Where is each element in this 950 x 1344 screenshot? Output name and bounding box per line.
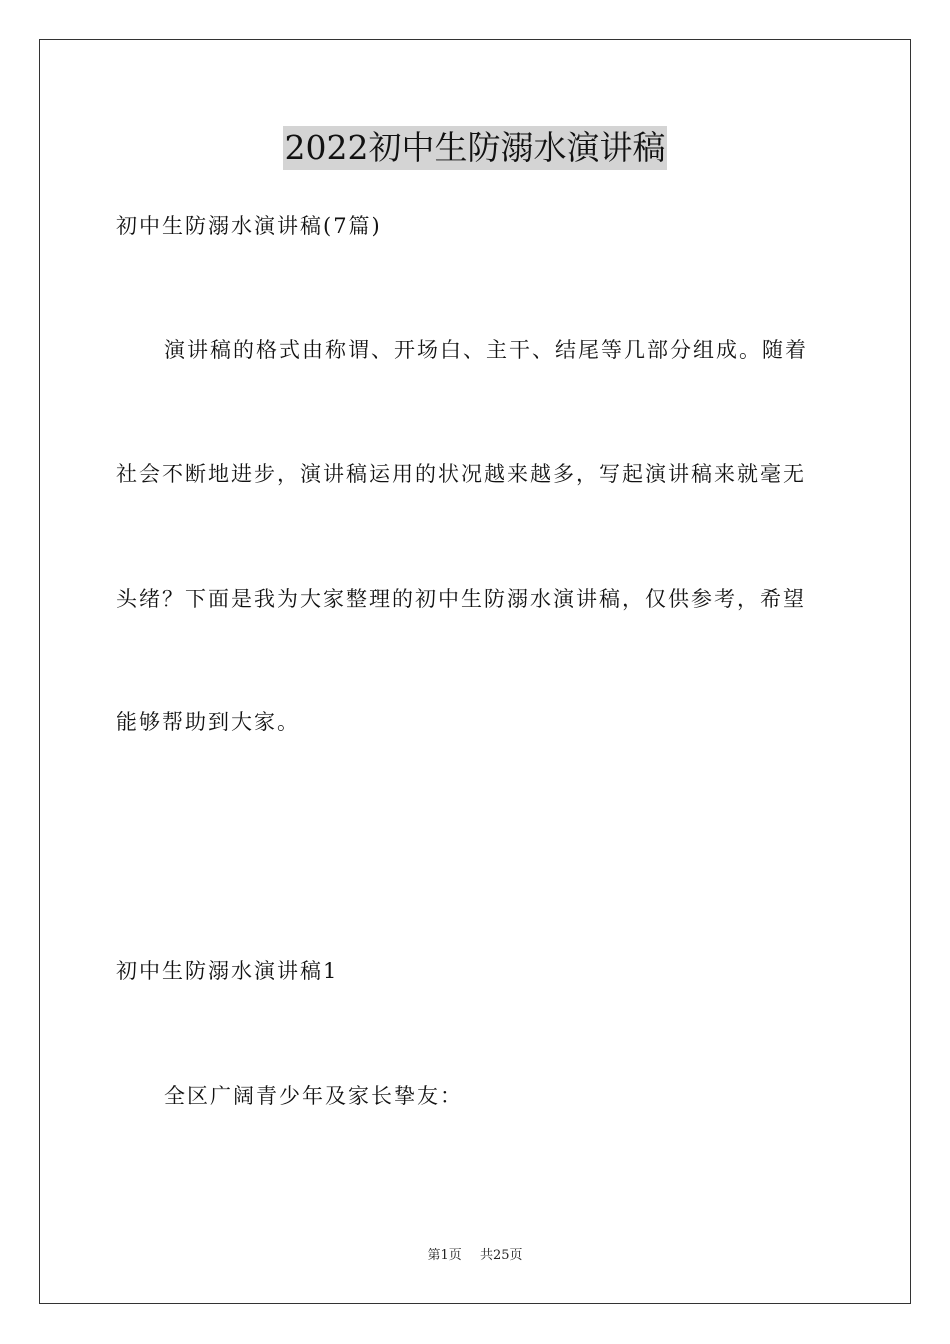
intro-line-4: 能够帮助到大家。 [116, 710, 300, 734]
page-footer [0, 1247, 950, 1265]
intro-line-3: 头绪？下面是我为大家整理的初中生防溺水演讲稿，仅供参考，希望 [116, 587, 806, 611]
page-current: 第1页 [427, 1248, 462, 1263]
section-heading: 初中生防溺水演讲稿1 [116, 959, 339, 983]
intro-line-2: 社会不断地进步，演讲稿运用的状况越来越多，写起演讲稿来就毫无 [116, 462, 806, 486]
salutation: 全区广阔青少年及家长挚友： [164, 1084, 463, 1108]
document-title: 2022初中生防溺水演讲稿 [283, 126, 668, 170]
page-total: 共25页 [479, 1248, 523, 1263]
document-subtitle: 初中生防溺水演讲稿(7篇) [116, 214, 382, 238]
title-container [0, 126, 950, 170]
intro-line-1: 演讲稿的格式由称谓、开场白、主干、结尾等几部分组成。随着 [164, 338, 808, 362]
